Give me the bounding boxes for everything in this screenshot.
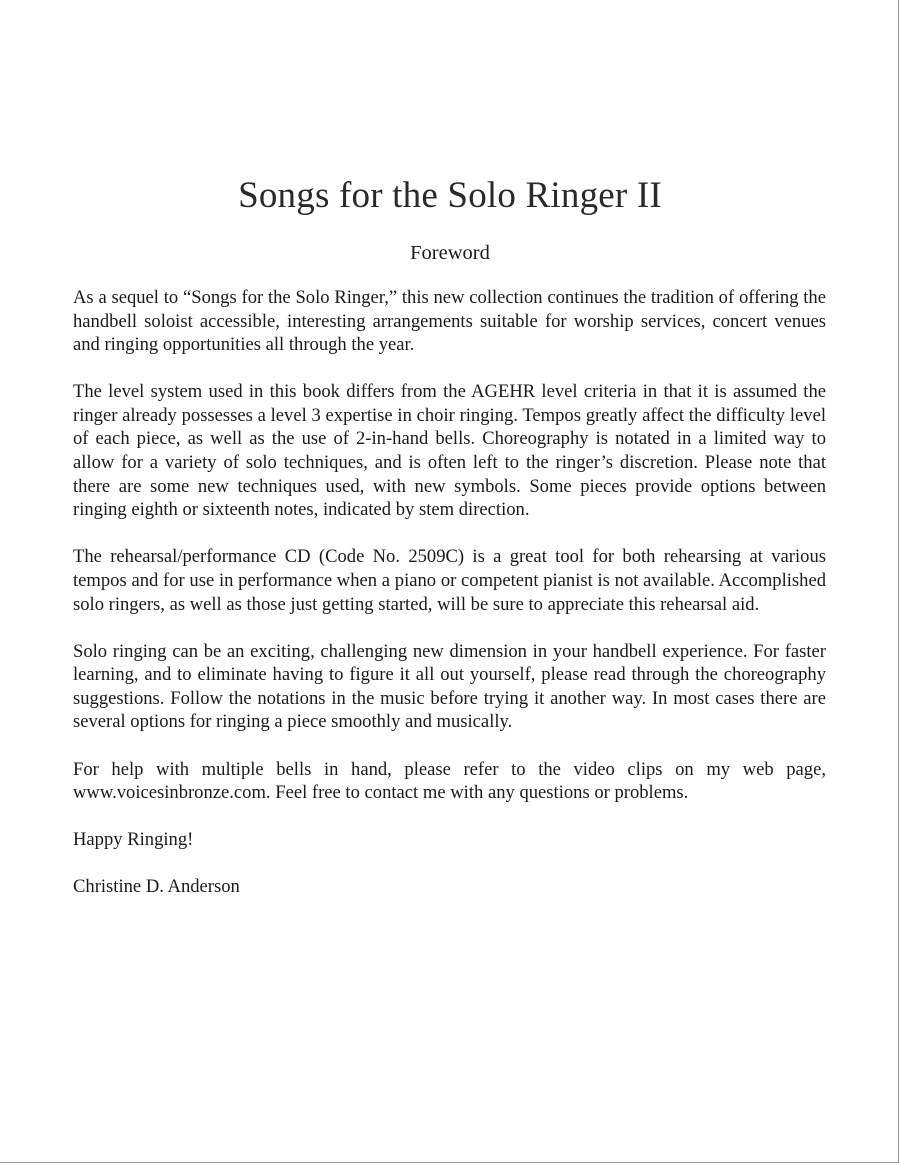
section-heading: Foreword <box>410 242 490 264</box>
paragraph: Solo ringing can be an exciting, challenging new dimension in your handbell experience. For faster learning, and to eliminate having to figure it all out yourself, please read through the choreography suggestions. Follow the notations in the music before trying it another way. In most cases there are several options for ringing a piece smoothly and musically. <box>73 640 826 733</box>
paragraph: As a sequel to “Songs for the Solo Ringer,” this new collection continues the tradition of offering the handbell soloist accessible, interesting arrangements suitable for worship services, concert venues and ringing opportunities all through the year. <box>73 287 826 356</box>
paragraph: The level system used in this book differs from the AGEHR level criteria in that it is assumed the ringer already possesses a level 3 expertise in choir ringing. Tempos greatly affect the difficulty level of each piece, as well as the use of 2-in-hand bells. Choreography is notated in a limited way to allow for a variety of solo techniques, and is often left to the ringer’s discretion. Please note that there are some new techniques used, with new symbols. Some pieces provide options between ringing eighth or sixteenth notes, indicated by stem direction. <box>73 381 826 521</box>
foreword-body <box>73 286 826 922</box>
paragraph: For help with multiple bells in hand, please refer to the video clips on my web page, www.voicesinbronze.com. Feel free to contact me with any questions or problems. <box>73 758 826 804</box>
author-signature: Christine D. Anderson <box>73 876 240 898</box>
closing-line: Happy Ringing! <box>73 829 194 851</box>
page-title: Songs for the Solo Ringer II <box>238 175 662 216</box>
paragraph: The rehearsal/performance CD (Code No. 2509C) is a great tool for both rehearsing at various tempos and for use in performance when a piano or competent pianist is not available. Accomplished solo ringers, as well as those just getting started, will be sure to appreciate this rehearsal aid. <box>73 546 826 615</box>
